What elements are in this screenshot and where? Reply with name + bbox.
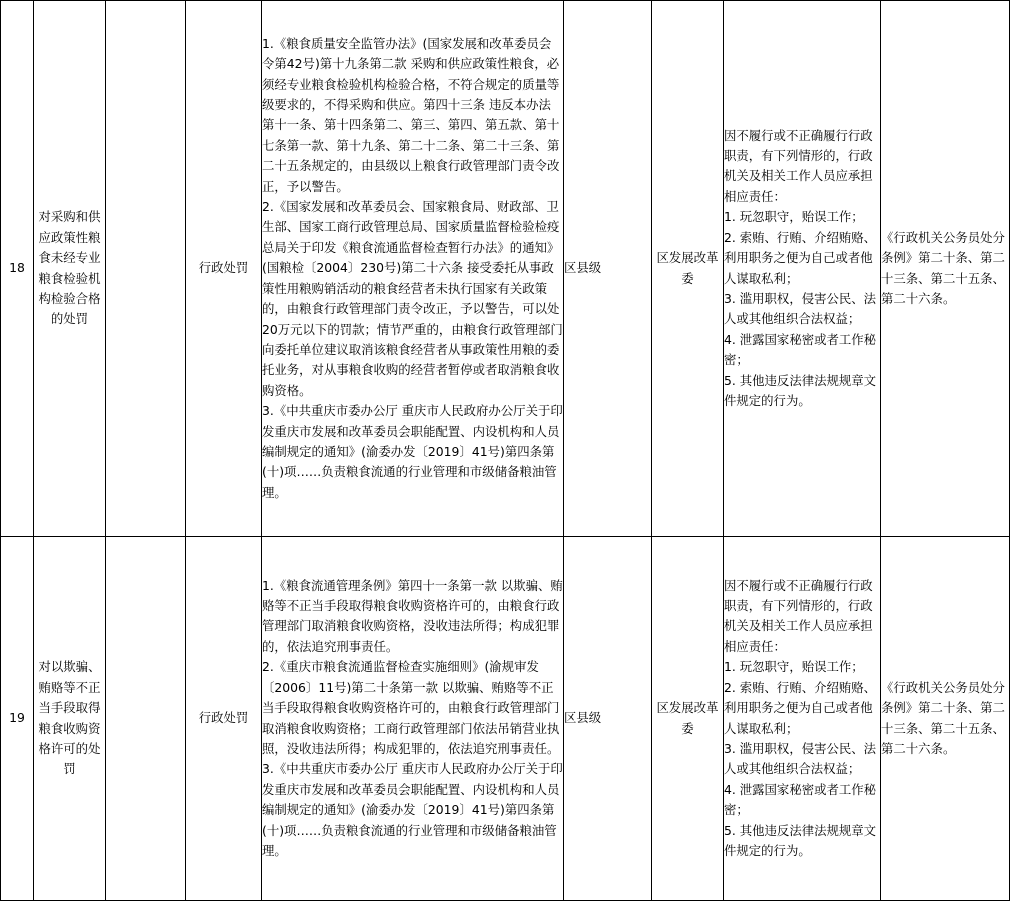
responsibility-items [724,537,881,901]
empty-cell [106,537,186,901]
responsibility-item: 2. 索贿、行贿、介绍贿赂、利用职务之便为自己或者他人谋取私利； [724,229,877,286]
exercise-level: 区县级 [564,1,652,537]
legal-basis [262,537,564,901]
responsibility-intro: 因不履行或不正确履行行政职责，有下列情形的，行政机关及相关工作人员应承担相应责任： [724,577,873,654]
responsibility-item: 1. 玩忽职守，贻误工作； [724,209,864,225]
power-type: 行政处罚 [186,537,262,901]
responsibility-items [724,1,881,537]
accountability-law: 《行政机关公务员处分条例》第二十条、第二十三条、第二十五条、第二十六条。 [881,1,1010,537]
table-row [1,1,1010,537]
row-number: 19 [1,537,34,901]
basis-item: 1.《粮食流通管理条例》第四十一条第一款 以欺骗、贿赂等不正当手段取得粮食收购资格许可的，由粮食行政管理部门取消粮食收购资格，没收违法所得；构成犯罪的，依法追究刑事责任。 [262,577,563,654]
basis-item: 2.《国家发展和改革委员会、国家粮食局、财政部、卫生部、国家工商行政管理总局、国家质量监督检验检疫总局关于印发《粮食流通监督检查暂行办法》的通知》(国粮检〔2004〕230号)第二十六条 接受委托从事政策性用粮购销活动的粮食经营者未执行国家有关政策的，由粮食行政管理部门责令改正，予以警告，可以处20万元以下的罚款；情节严重的，由粮食行政管理部门向委托单位建议取消该粮食经营者从事政策性用粮的委托业务，对从事粮食收购的经营者暂停或者取消粮食收购资格。 [262,199,563,398]
basis-item: 2.《重庆市粮食流通监督检查实施细则》(渝规审发〔2006〕11号)第二十条第一款 以欺骗、贿赂等不正当手段取得粮食收购资格许可的，由粮食行政管理部门取消粮食收购资格；工商行政管理部门依法吊销营业执照，没收违法所得；构成犯罪的，依法追究刑事责任。 [262,659,560,756]
exercise-level: 区县级 [564,537,652,901]
responsibility-item: 4. 泄露国家秘密或者工作秘密； [724,781,877,818]
responsibility-item: 5. 其他违反法律法规规章文件规定的行为。 [724,372,877,408]
responsible-department: 区发展改革委 [652,537,724,901]
responsibility-item: 5. 其他违反法律法规规章文件规定的行为。 [724,822,877,858]
basis-item: 3.《中共重庆市委办公厅 重庆市人民政府办公厅关于印发重庆市发展和改革委员会职能配置、内设机构和人员编制规定的通知》(渝委办发〔2019〕41号)第四条第(十)项……负责粮食流通的行业管理和市级储备粮油管理。 [262,761,563,858]
legal-basis [262,1,564,537]
matter-name: 对采购和供应政策性粮食未经专业粮食检验机构检验合格的处罚 [34,1,106,537]
basis-item: 1.《粮食质量安全监管办法》(国家发展和改革委员会令第42号)第十九条第二款 采购和供应政策性粮食，必须经专业粮食检验机构检验合格，不符合规定的质量等级要求的，不得采购和供应。第四十三条 违反本办法第十一条、第十四条第二、第三、第四、第五款、第十七条第一款、第十九条、第二十二条、第二十三条、第二十五条规定的，由县级以上粮食行政管理部门责令改正，予以警告。 [262,35,560,194]
responsible-department: 区发展改革委 [652,1,724,537]
responsibility-item: 2. 索贿、行贿、介绍贿赂、利用职务之便为自己或者他人谋取私利； [724,679,877,736]
accountability-law: 《行政机关公务员处分条例》第二十条、第二十三条、第二十五条、第二十六条。 [881,537,1010,901]
basis-item: 3.《中共重庆市委办公厅 重庆市人民政府办公厅关于印发重庆市发展和改革委员会职能配置、内设机构和人员编制规定的通知》(渝委办发〔2019〕41号)第四条第(十)项……负责粮食流通的行业管理和市级储备粮油管理。 [262,403,563,500]
responsibility-item: 3. 滥用职权，侵害公民、法人或其他组织合法权益； [724,740,877,777]
responsibility-intro: 因不履行或不正确履行行政职责，有下列情形的，行政机关及相关工作人员应承担相应责任： [724,127,873,204]
matter-name: 对以欺骗、贿赂等不正当手段取得粮食收购资格许可的处罚 [34,537,106,901]
responsibility-item: 4. 泄露国家秘密或者工作秘密； [724,331,877,368]
table-row [1,537,1010,901]
row-number: 18 [1,1,34,537]
power-type: 行政处罚 [186,1,262,537]
empty-cell [106,1,186,537]
responsibility-item: 3. 滥用职权，侵害公民、法人或其他组织合法权益； [724,290,877,327]
responsibility-item: 1. 玩忽职守，贻误工作； [724,659,864,675]
